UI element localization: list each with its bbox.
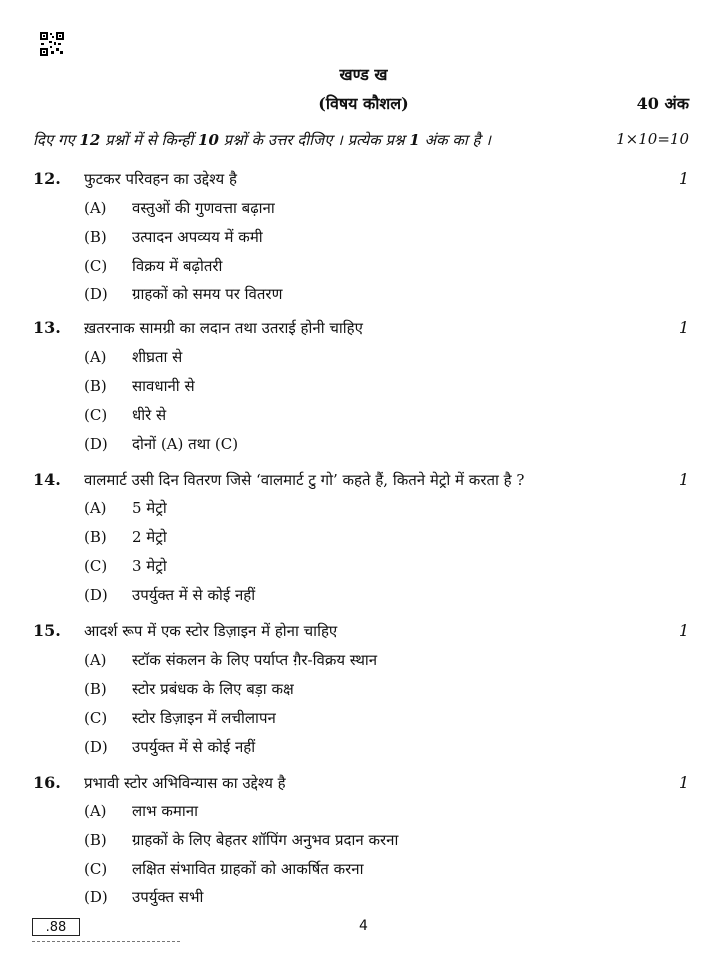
option-text: स्टॉक संकलन के लिए पर्याप्त ग़ैर-विक्रय स्थान [132, 651, 378, 669]
option-label: (B) [84, 528, 107, 546]
option-text: सावधानी से [132, 377, 195, 395]
question-number: 13. [33, 318, 61, 337]
question-text: फुटकर परिवहन का उद्देश्य है [84, 170, 237, 188]
qr-code-icon [40, 32, 64, 56]
option [84, 859, 364, 879]
page-number: 4 [359, 918, 368, 934]
option-label: (B) [84, 228, 107, 246]
option [84, 650, 377, 670]
option [84, 434, 238, 454]
question-text: प्रभावी स्टोर अभिविन्यास का उद्देश्य है [84, 774, 286, 792]
option-label: (C) [84, 860, 108, 878]
option [84, 227, 263, 247]
option [84, 498, 167, 518]
option [84, 737, 255, 757]
option-text: उपर्युक्त में से कोई नहीं [132, 738, 256, 756]
option-label: (C) [84, 709, 108, 727]
question-number: 14. [33, 470, 61, 489]
option-text: स्टोर डिज़ाइन में लचीलापन [132, 709, 276, 727]
divider [32, 941, 180, 942]
instruction-text: अंक का है । [419, 131, 491, 149]
option-text: शीघ्रता से [132, 348, 183, 366]
option [84, 585, 255, 605]
option-text: लक्षित संभावित ग्राहकों को आकर्षित करना [132, 860, 364, 878]
option-label: (C) [84, 557, 108, 575]
question-marks: 1 [678, 470, 689, 489]
option-text: लाभ कमाना [132, 802, 198, 820]
question-number: 15. [33, 621, 61, 640]
instructions [33, 130, 491, 150]
option [84, 801, 198, 821]
option [84, 679, 294, 699]
question-marks: 1 [678, 773, 689, 792]
option-text: धीरे से [132, 406, 167, 424]
instruction-count-attempt: 10 [198, 131, 219, 149]
instruction-count-total: 12 [79, 131, 101, 149]
option-text: उपर्युक्त सभी [132, 888, 204, 906]
option-label: (A) [84, 651, 107, 669]
option-text: स्टोर प्रबंधक के लिए बड़ा कक्ष [132, 680, 294, 698]
option-text: ग्राहकों के लिए बेहतर शॉपिंग अनुभव प्रदान करना [132, 831, 399, 849]
option [84, 284, 282, 304]
option-text: ग्राहकों को समय पर वितरण [132, 285, 283, 303]
question-marks: 1 [678, 621, 689, 640]
instruction-text: दिए गए [33, 131, 80, 149]
option-text: दोनों (A) तथा (C) [132, 435, 239, 453]
option [84, 708, 276, 728]
option-text: विक्रय में बढ़ोतरी [132, 257, 223, 275]
question-marks: 1 [678, 169, 689, 188]
paper-code: .88 [32, 918, 80, 936]
option [84, 887, 203, 907]
option-text: 3 मेट्रो [132, 557, 167, 575]
section-subtitle: (विषय कौशल) [318, 94, 409, 113]
option-label: (D) [84, 285, 108, 303]
option [84, 256, 222, 276]
option [84, 405, 166, 425]
option-label: (C) [84, 406, 108, 424]
question-text: वालमार्ट उसी दिन वितरण जिसे ‘वालमार्ट टु गो’ कहते हैं, कितने मेट्रो में करता है ? [84, 471, 525, 489]
option-text: वस्तुओं की गुणवत्ता बढ़ाना [132, 199, 275, 217]
option-label: (B) [84, 680, 107, 698]
option-label: (D) [84, 435, 108, 453]
option-label: (B) [84, 831, 107, 849]
option [84, 198, 275, 218]
option-label: (D) [84, 888, 108, 906]
option [84, 376, 195, 396]
option-label: (B) [84, 377, 107, 395]
question-text: ख़तरनाक सामग्री का लदान तथा उतराई होनी चाहिए [84, 319, 363, 337]
question-number: 16. [33, 773, 61, 792]
instruction-text: प्रश्नों में से किन्हीं [100, 131, 199, 149]
option-label: (A) [84, 199, 107, 217]
option-text: 2 मेट्रो [132, 528, 167, 546]
section-title: खण्ड ख [339, 65, 388, 84]
option-label: (A) [84, 348, 107, 366]
instruction-text: प्रश्नों के उत्तर दीजिए । प्रत्येक प्रश्न [218, 131, 410, 149]
option-label: (A) [84, 802, 107, 820]
section-total-marks: 40 अंक [636, 94, 689, 113]
question-number: 12. [33, 169, 61, 188]
option-text: उपर्युक्त में से कोई नहीं [132, 586, 256, 604]
instruction-marks-each: 1 [409, 131, 420, 149]
option-label: (D) [84, 586, 108, 604]
option-text: उत्पादन अपव्यय में कमी [132, 228, 263, 246]
option-label: (D) [84, 738, 108, 756]
question-text: आदर्श रूप में एक स्टोर डिज़ाइन में होना चाहिए [84, 622, 338, 640]
option-label: (A) [84, 499, 107, 517]
question-marks: 1 [678, 318, 689, 337]
option [84, 830, 398, 850]
option-text: 5 मेट्रो [132, 499, 167, 517]
instruction-marks-formula: 1×10=10 [616, 130, 689, 148]
option-label: (C) [84, 257, 108, 275]
option [84, 556, 167, 576]
option [84, 347, 182, 367]
option [84, 527, 167, 547]
